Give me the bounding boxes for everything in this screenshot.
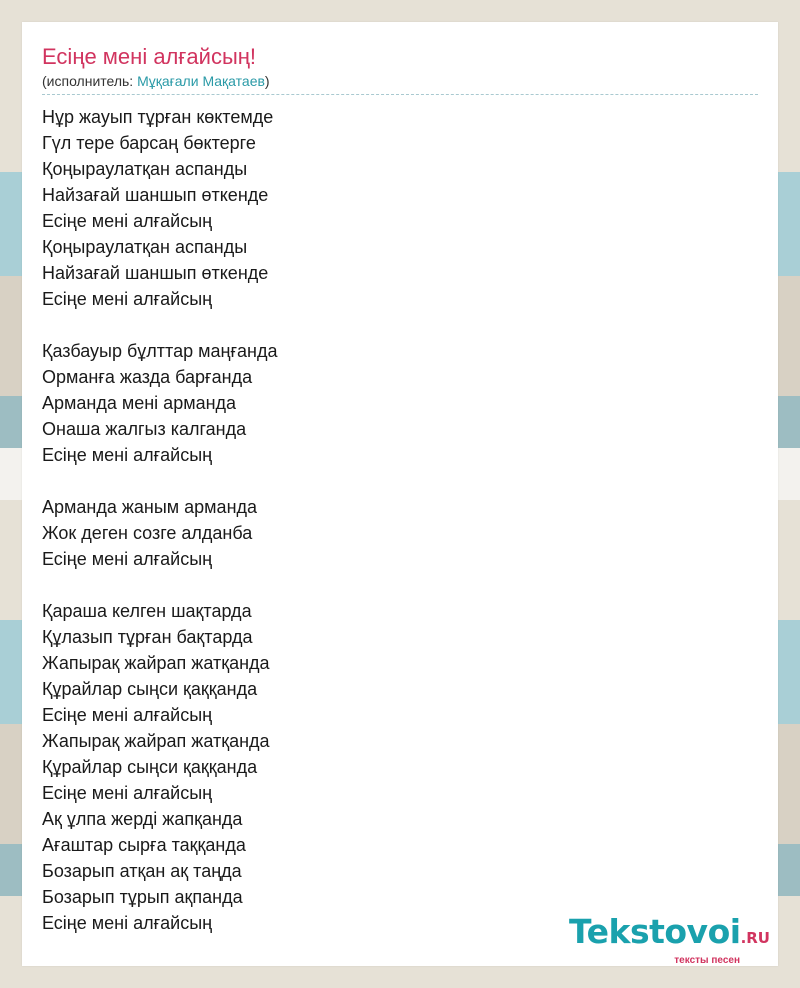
- lyric-line: Нұр жауып тұрған көктемде: [42, 107, 274, 127]
- lyric-line: Есіңе мені алғайсың: [42, 211, 213, 231]
- lyric-line: Ағаштар сырға таққанда: [42, 835, 246, 855]
- lyric-line: Жок деген созге алданба: [42, 523, 253, 543]
- lyric-line: Есіңе мені алғайсың: [42, 445, 213, 465]
- lyric-line: Ақ ұлпа жерді жапқанда: [42, 809, 243, 829]
- lyric-line: Есіңе мені алғайсың: [42, 705, 213, 725]
- logo-wordmark: [569, 912, 770, 955]
- lyric-line: Есіңе мені алғайсың: [42, 913, 213, 933]
- lyric-line: Бозарып атқан ақ таңда: [42, 861, 242, 881]
- performer-prefix: (исполнитель:: [42, 73, 138, 89]
- logo-tagline: тексты песен: [674, 955, 740, 966]
- lyric-line: Есіңе мені алғайсың: [42, 289, 213, 309]
- lyric-line: Арманда жаным арманда: [42, 497, 258, 517]
- stanza-break: [42, 312, 277, 338]
- lyric-line: Қараша келген шақтарда: [42, 601, 252, 621]
- lyric-line: Қоңыраулатқан аспанды: [42, 237, 248, 257]
- stanza-break: [42, 572, 277, 598]
- lyric-line: Қоңыраулатқан аспанды: [42, 159, 248, 179]
- lyric-line: Есіңе мені алғайсың: [42, 549, 213, 569]
- logo-ru-text: .RU: [740, 929, 770, 947]
- performer-suffix: ): [264, 73, 270, 89]
- lyric-line: Құрайлар сыңси қаққанда: [42, 679, 258, 699]
- lyric-line: Есіңе мені алғайсың: [42, 783, 213, 803]
- lyrics-text: [42, 104, 277, 936]
- song-title: Есіңе мені алғайсың!: [42, 44, 257, 69]
- site-logo[interactable]: [569, 912, 770, 966]
- lyric-line: Жапырақ жайрап жатқанда: [42, 731, 270, 751]
- lyric-line: Құрайлар сыңси қаққанда: [42, 757, 258, 777]
- logo-main-text: Tekstovoi: [569, 912, 741, 951]
- lyric-line: Арманда мені арманда: [42, 393, 237, 413]
- stanza-break: [42, 468, 277, 494]
- lyric-line: Гүл тере барсаң бөктерге: [42, 133, 256, 153]
- lyric-line: Орманға жазда барғанда: [42, 367, 253, 387]
- lyric-line: Жапырақ жайрап жатқанда: [42, 653, 270, 673]
- lyric-line: Онаша жалгыз калганда: [42, 419, 247, 439]
- lyrics-card: [22, 22, 778, 966]
- artist-link[interactable]: Мұқағали Мақатаев: [137, 73, 265, 89]
- performer-line: [42, 73, 758, 95]
- lyric-line: Найзағай шаншып өткенде: [42, 263, 269, 283]
- lyric-line: Бозарып тұрып ақпанда: [42, 887, 243, 907]
- lyric-line: Құлазып тұрған бақтарда: [42, 627, 253, 647]
- lyric-line: Қазбауыр бұлттар маңғанда: [42, 341, 278, 361]
- lyric-line: Найзағай шаншып өткенде: [42, 185, 269, 205]
